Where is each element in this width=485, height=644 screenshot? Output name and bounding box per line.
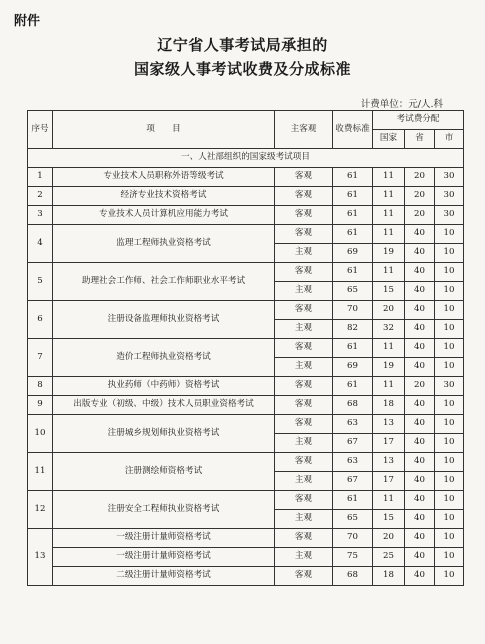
row-type: 主观 (275, 510, 333, 529)
header-item: 项 目 (53, 111, 275, 149)
row-fee: 61 (333, 263, 373, 282)
row-exam-name: 执业药师（中药师）资格考试 (53, 377, 275, 396)
row-national-share: 19 (373, 244, 405, 263)
table-row (28, 567, 464, 586)
unit-note: 计费单位：元/人.科 (360, 99, 443, 110)
row-exam-name: 二级注册计量师资格考试 (53, 567, 275, 586)
table-row (28, 453, 464, 472)
row-city-share: 10 (435, 320, 464, 339)
row-national-share: 32 (373, 320, 405, 339)
row-national-share: 11 (373, 206, 405, 225)
row-exam-name: 监理工程师执业资格考试 (53, 225, 275, 263)
row-type: 主观 (275, 282, 333, 301)
row-exam-name: 注册测绘师资格考试 (53, 453, 275, 491)
row-city-share: 10 (435, 244, 464, 263)
row-seq: 5 (28, 263, 53, 301)
row-fee: 61 (333, 187, 373, 206)
header-fee: 收费标准 (333, 111, 373, 149)
row-province-share: 20 (405, 377, 435, 396)
row-national-share: 11 (373, 491, 405, 510)
row-national-share: 11 (373, 377, 405, 396)
table-row (28, 339, 464, 358)
row-type: 客观 (275, 187, 333, 206)
row-type: 客观 (275, 529, 333, 548)
row-type: 客观 (275, 225, 333, 244)
row-fee: 82 (333, 320, 373, 339)
row-fee: 70 (333, 301, 373, 320)
row-seq: 1 (28, 168, 53, 187)
row-province-share: 40 (405, 529, 435, 548)
table-row (28, 301, 464, 320)
row-seq: 6 (28, 301, 53, 339)
row-city-share: 30 (435, 206, 464, 225)
row-province-share: 40 (405, 301, 435, 320)
row-exam-name: 一级注册计量师资格考试 (53, 548, 275, 567)
row-exam-name: 注册设备监理师执业资格考试 (53, 301, 275, 339)
row-national-share: 11 (373, 187, 405, 206)
row-national-share: 20 (373, 301, 405, 320)
row-city-share: 10 (435, 339, 464, 358)
row-city-share: 10 (435, 282, 464, 301)
row-type: 客观 (275, 168, 333, 187)
row-type: 主观 (275, 320, 333, 339)
row-city-share: 10 (435, 263, 464, 282)
row-province-share: 40 (405, 548, 435, 567)
row-national-share: 18 (373, 396, 405, 415)
section-title: 一、人社部组织的国家级考试项目 (28, 149, 464, 168)
row-city-share: 10 (435, 225, 464, 244)
row-fee: 61 (333, 168, 373, 187)
table-row (28, 548, 464, 567)
row-city-share: 10 (435, 548, 464, 567)
row-fee: 63 (333, 453, 373, 472)
row-city-share: 10 (435, 529, 464, 548)
table-row (28, 187, 464, 206)
row-exam-name: 注册安全工程师执业资格考试 (53, 491, 275, 529)
row-province-share: 40 (405, 472, 435, 491)
row-national-share: 19 (373, 358, 405, 377)
row-national-share: 11 (373, 168, 405, 187)
row-type: 客观 (275, 396, 333, 415)
row-type: 客观 (275, 206, 333, 225)
row-city-share: 30 (435, 168, 464, 187)
row-type: 客观 (275, 567, 333, 586)
row-province-share: 40 (405, 510, 435, 529)
row-national-share: 18 (373, 567, 405, 586)
row-province-share: 40 (405, 339, 435, 358)
title-line-2: 国家级人事考试收费及分成标准 (133, 60, 351, 78)
row-type: 客观 (275, 415, 333, 434)
row-type: 客观 (275, 339, 333, 358)
table-row (28, 168, 464, 187)
title-line-1: 辽宁省人事考试局承担的 (157, 36, 328, 54)
row-province-share: 40 (405, 415, 435, 434)
row-national-share: 15 (373, 510, 405, 529)
row-type: 客观 (275, 491, 333, 510)
row-fee: 68 (333, 396, 373, 415)
fee-table (27, 110, 464, 586)
row-city-share: 10 (435, 301, 464, 320)
row-fee: 69 (333, 358, 373, 377)
row-fee: 67 (333, 434, 373, 453)
table-row (28, 491, 464, 510)
row-type: 主观 (275, 548, 333, 567)
table-row (28, 396, 464, 415)
row-fee: 70 (333, 529, 373, 548)
row-national-share: 13 (373, 453, 405, 472)
row-province-share: 20 (405, 187, 435, 206)
header-city: 市 (435, 130, 464, 149)
row-province-share: 40 (405, 434, 435, 453)
row-province-share: 40 (405, 491, 435, 510)
row-fee: 68 (333, 567, 373, 586)
row-seq: 7 (28, 339, 53, 377)
row-national-share: 17 (373, 472, 405, 491)
row-seq: 8 (28, 377, 53, 396)
table-body (28, 149, 464, 586)
row-type: 主观 (275, 434, 333, 453)
row-type: 主观 (275, 244, 333, 263)
header-type: 主客观 (275, 111, 333, 149)
row-national-share: 17 (373, 434, 405, 453)
row-national-share: 13 (373, 415, 405, 434)
row-province-share: 40 (405, 225, 435, 244)
row-fee: 65 (333, 282, 373, 301)
row-exam-name: 专业技术人员计算机应用能力考试 (53, 206, 275, 225)
row-fee: 61 (333, 339, 373, 358)
table-row (28, 377, 464, 396)
row-fee: 69 (333, 244, 373, 263)
row-national-share: 20 (373, 529, 405, 548)
row-seq: 3 (28, 206, 53, 225)
row-fee: 63 (333, 415, 373, 434)
row-province-share: 40 (405, 453, 435, 472)
row-province-share: 20 (405, 206, 435, 225)
row-province-share: 40 (405, 567, 435, 586)
row-province-share: 40 (405, 244, 435, 263)
row-city-share: 10 (435, 510, 464, 529)
table-row (28, 206, 464, 225)
row-city-share: 10 (435, 415, 464, 434)
row-national-share: 11 (373, 263, 405, 282)
row-province-share: 40 (405, 358, 435, 377)
row-seq: 4 (28, 225, 53, 263)
row-province-share: 20 (405, 168, 435, 187)
row-national-share: 11 (373, 339, 405, 358)
row-city-share: 10 (435, 453, 464, 472)
header-province: 省 (405, 130, 435, 149)
row-seq: 13 (28, 529, 53, 586)
row-city-share: 10 (435, 491, 464, 510)
table-row (28, 263, 464, 282)
row-city-share: 10 (435, 567, 464, 586)
row-seq: 9 (28, 396, 53, 415)
row-national-share: 11 (373, 225, 405, 244)
attachment-label: 附件 (14, 14, 41, 29)
row-fee: 61 (333, 206, 373, 225)
table-row (28, 225, 464, 244)
row-fee: 61 (333, 377, 373, 396)
row-exam-name: 专业技术人员职称外语等级考试 (53, 168, 275, 187)
row-exam-name: 出版专业（初级、中级）技术人员职业资格考试 (53, 396, 275, 415)
row-seq: 11 (28, 453, 53, 491)
row-province-share: 40 (405, 396, 435, 415)
row-national-share: 15 (373, 282, 405, 301)
row-type: 客观 (275, 263, 333, 282)
row-fee: 61 (333, 491, 373, 510)
row-type: 客观 (275, 453, 333, 472)
row-fee: 67 (333, 472, 373, 491)
row-type: 客观 (275, 301, 333, 320)
row-city-share: 30 (435, 377, 464, 396)
row-national-share: 25 (373, 548, 405, 567)
header-distribution: 考试费分配 (373, 111, 464, 130)
row-city-share: 10 (435, 472, 464, 491)
row-seq: 2 (28, 187, 53, 206)
row-seq: 12 (28, 491, 53, 529)
row-fee: 61 (333, 225, 373, 244)
row-exam-name: 造价工程师执业资格考试 (53, 339, 275, 377)
table-row (28, 529, 464, 548)
row-fee: 65 (333, 510, 373, 529)
header-seq: 序号 (28, 111, 53, 149)
row-city-share: 10 (435, 396, 464, 415)
table-row (28, 415, 464, 434)
row-province-share: 40 (405, 320, 435, 339)
row-exam-name: 助理社会工作师、社会工作师职业水平考试 (53, 263, 275, 301)
row-exam-name: 一级注册计量师资格考试 (53, 529, 275, 548)
row-province-share: 40 (405, 282, 435, 301)
row-exam-name: 注册城乡规划师执业资格考试 (53, 415, 275, 453)
row-type: 主观 (275, 358, 333, 377)
row-city-share: 30 (435, 187, 464, 206)
row-fee: 75 (333, 548, 373, 567)
row-type: 客观 (275, 377, 333, 396)
row-city-share: 10 (435, 434, 464, 453)
row-seq: 10 (28, 415, 53, 453)
row-exam-name: 经济专业技术资格考试 (53, 187, 275, 206)
row-province-share: 40 (405, 263, 435, 282)
row-city-share: 10 (435, 358, 464, 377)
header-national: 国家 (373, 130, 405, 149)
row-type: 主观 (275, 472, 333, 491)
